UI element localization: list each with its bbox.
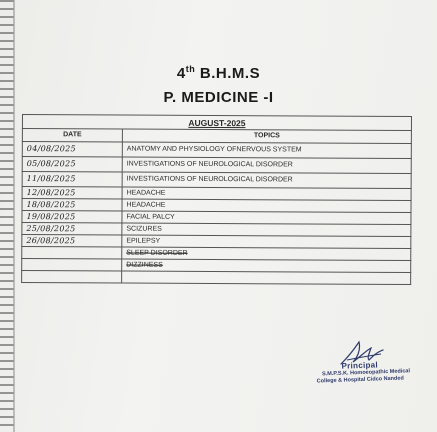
row-topic: EPILEPSY xyxy=(122,235,411,249)
row-topic: INVESTIGATIONS OF NEUROLOGICAL DISORDER xyxy=(122,172,411,189)
course-title: 4th B.H.M.S xyxy=(176,64,261,82)
row-date xyxy=(22,259,122,272)
principal-stamp xyxy=(290,359,431,387)
row-topic: SCIZURES xyxy=(122,223,411,237)
topics-column-header: TOPICS xyxy=(122,129,411,144)
row-date: 25/08/2025 xyxy=(22,223,122,236)
row-topic: HEADACHE xyxy=(122,187,411,201)
row-topic-struck: DIZZINESS xyxy=(122,259,411,273)
row-date: 05/08/2025 xyxy=(22,157,122,173)
row-date: 11/08/2025 xyxy=(22,172,122,188)
row-topic: FACIAL PALCY xyxy=(122,211,411,225)
row-topic xyxy=(122,271,411,285)
row-date: 12/08/2025 xyxy=(22,187,122,200)
row-date xyxy=(22,271,122,284)
row-date: 26/08/2025 xyxy=(22,235,122,248)
row-date xyxy=(22,247,122,260)
row-date: 18/08/2025 xyxy=(22,199,122,212)
row-topic: ANATOMY AND PHYSIOLOGY OFNERVOUS SYSTEM xyxy=(122,142,411,159)
row-date: 04/08/2025 xyxy=(22,142,122,158)
date-column-header: DATE xyxy=(22,129,122,143)
row-topic: HEADACHE xyxy=(122,199,411,213)
stamp-title: Principal xyxy=(341,360,379,371)
row-date: 19/08/2025 xyxy=(22,211,122,224)
subject-title: P. MEDICINE -I xyxy=(163,89,274,106)
month-heading: AUGUST-2025 xyxy=(22,115,411,131)
row-topic: INVESTIGATIONS OF NEUROLOGICAL DISORDER xyxy=(122,157,411,174)
row-topic-struck: SLEEP DISORDER xyxy=(122,247,411,261)
stamp-line-2: College & Hospital Cidco Nanded xyxy=(316,375,404,385)
stamp-line-1: S.M.P.S.K. Homoeopathic Medical xyxy=(321,368,411,378)
schedule-table xyxy=(21,114,412,285)
table-row xyxy=(22,271,411,285)
